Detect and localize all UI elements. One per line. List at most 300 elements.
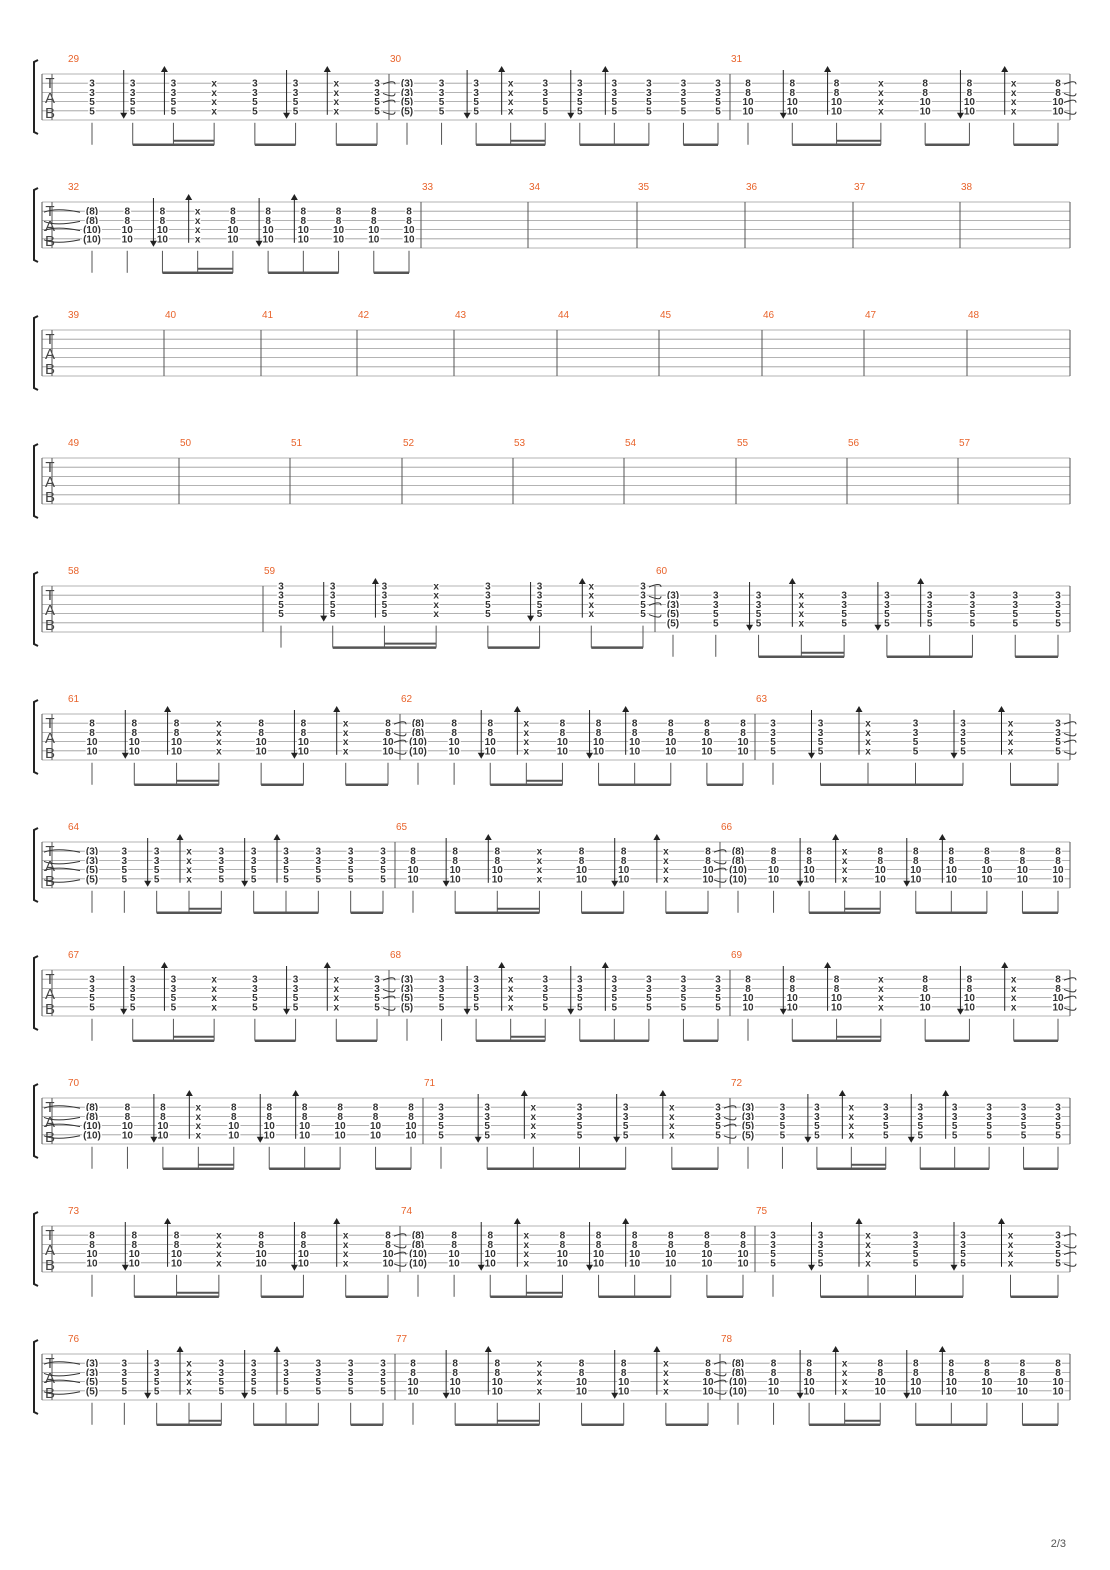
fret-number: 3 <box>1055 718 1061 730</box>
fret-number: 10 <box>382 1258 394 1270</box>
fret-number: 5 <box>129 1002 136 1014</box>
fret-number: 10 <box>121 234 133 246</box>
fret-number: 8 <box>789 983 796 995</box>
dead-note: x <box>663 1358 669 1370</box>
fret-number: 5 <box>926 618 933 630</box>
measure-number: 73 <box>68 1206 80 1217</box>
strum-arrowhead <box>874 625 881 631</box>
fret-number: 10 <box>618 874 630 886</box>
fret-number: 3 <box>283 846 289 858</box>
tab-system <box>34 950 1076 1041</box>
fret-number: 10 <box>592 1258 605 1270</box>
dead-note: x <box>211 974 217 986</box>
fret-number: 5 <box>917 1130 924 1142</box>
dead-note: x <box>878 97 884 109</box>
fret-number: 10 <box>407 874 419 886</box>
fret-number: 10 <box>448 746 460 758</box>
fret-number: 8 <box>833 974 840 986</box>
fret-number: 3 <box>170 974 177 986</box>
system-bracket <box>34 188 38 262</box>
dead-note: x <box>536 1367 543 1379</box>
fret-number: 8 <box>451 1239 457 1251</box>
fret-number: 3 <box>218 855 225 867</box>
fret-number: 10 <box>786 993 798 1005</box>
fret-number: 8 <box>740 1230 746 1242</box>
strum-arrowhead <box>567 1009 574 1015</box>
dead-note: x <box>195 1102 202 1114</box>
fret-number: 10 <box>963 97 975 109</box>
measure-number: 53 <box>514 438 526 449</box>
fret-number: 5 <box>347 874 354 886</box>
fret-number: (3) <box>666 590 680 602</box>
fret-number: 5 <box>1012 609 1019 621</box>
strum-arrowhead <box>164 1218 171 1224</box>
fret-number: 3 <box>252 974 258 986</box>
tab-clef-letter: B <box>44 1257 56 1274</box>
dead-note: x <box>186 1367 192 1379</box>
dead-note: x <box>536 855 543 867</box>
measure-number: 57 <box>959 438 971 449</box>
fret-number: 8 <box>337 1102 343 1114</box>
fret-number: 10 <box>297 737 309 749</box>
fret-number: 8 <box>704 718 710 730</box>
tab-clef-letter: T <box>45 1355 55 1372</box>
fret-number: 3 <box>536 590 543 602</box>
fret-number: 8 <box>89 718 95 730</box>
fret-number: 8 <box>372 1102 379 1114</box>
fret-number: 8 <box>667 1239 674 1251</box>
fret-number: 8 <box>922 78 928 90</box>
fret-number: 3 <box>153 846 160 858</box>
fret-number: (5) <box>400 106 414 118</box>
dead-note: x <box>1010 1002 1017 1014</box>
fret-number: 5 <box>542 993 549 1005</box>
dead-note: x <box>507 993 514 1005</box>
dead-note: x <box>523 1258 530 1270</box>
dead-note: x <box>1007 727 1014 739</box>
fret-number: 10 <box>919 106 931 118</box>
fret-number: 10 <box>491 865 503 877</box>
dead-note: x <box>841 865 848 877</box>
fret-number: 5 <box>1055 1130 1061 1142</box>
fret-number: 8 <box>1055 78 1061 90</box>
fret-number: 5 <box>912 746 919 758</box>
dead-note: x <box>1010 983 1017 995</box>
dead-note: x <box>216 1249 222 1261</box>
strum-arrowhead <box>443 881 450 887</box>
measure <box>44 1078 417 1169</box>
fret-number: (10) <box>729 874 747 886</box>
fret-number: 8 <box>740 718 746 730</box>
tab-system <box>34 1206 1076 1297</box>
fret-number: 8 <box>124 1111 131 1123</box>
fret-number: 10 <box>803 1386 815 1398</box>
measure <box>721 822 1064 913</box>
fret-number: 8 <box>131 718 138 730</box>
fret-number: 5 <box>611 993 618 1005</box>
fret-number: 3 <box>646 974 652 986</box>
fret-number: 3 <box>380 855 386 867</box>
measure <box>262 310 274 321</box>
fret-number: 10 <box>228 1130 240 1142</box>
fret-number: 3 <box>1055 590 1061 602</box>
fret-number: 10 <box>405 1130 417 1142</box>
fret-number: 5 <box>646 1002 652 1014</box>
dead-note: x <box>663 865 669 877</box>
dead-note: x <box>1007 718 1014 730</box>
tab-clef-letter: B <box>44 489 56 506</box>
dead-note: x <box>1010 78 1017 90</box>
measure-number: 75 <box>756 1206 768 1217</box>
fret-number: 10 <box>407 1386 419 1398</box>
fret-number: 5 <box>218 1386 225 1398</box>
dead-note: x <box>186 865 192 877</box>
measure <box>44 182 415 273</box>
fret-number: 8 <box>1055 1367 1061 1379</box>
fret-number: 8 <box>410 1358 416 1370</box>
strum-arrowhead <box>256 241 263 247</box>
fret-number: 8 <box>740 727 746 739</box>
fret-number: 8 <box>300 206 307 218</box>
fret-number: 3 <box>770 718 776 730</box>
strum-arrowhead <box>464 1009 471 1015</box>
measure-number: 32 <box>68 182 80 193</box>
dead-note: x <box>878 1002 884 1014</box>
tab-system <box>34 438 1070 518</box>
dead-note: x <box>841 1358 848 1370</box>
fret-number: 5 <box>1055 737 1061 749</box>
dead-note: x <box>663 846 669 858</box>
fret-number: 3 <box>542 974 549 986</box>
measure-number: 40 <box>165 310 177 321</box>
fret-number: 5 <box>576 106 583 118</box>
dead-note: x <box>841 846 848 858</box>
strum-arrowhead <box>177 1346 184 1352</box>
strum-arrowhead <box>939 1346 946 1352</box>
dead-note: x <box>186 1358 192 1370</box>
fret-number: 8 <box>912 1367 919 1379</box>
fret-number: 3 <box>1055 1111 1061 1123</box>
measure <box>390 54 721 145</box>
measure-number: 65 <box>396 822 408 833</box>
strum-arrowhead <box>185 194 192 200</box>
fret-number: 5 <box>347 1377 354 1389</box>
fret-number: 3 <box>817 727 824 739</box>
fret-number: 8 <box>1055 846 1061 858</box>
strum-arrowhead <box>856 706 863 712</box>
measure-number: 54 <box>625 438 637 449</box>
fret-number: 3 <box>129 87 136 99</box>
fret-number: 8 <box>410 846 416 858</box>
fret-number: 10 <box>382 1249 394 1261</box>
strum-arrowhead <box>333 706 340 712</box>
tab-system <box>34 310 1070 390</box>
measure <box>165 310 177 321</box>
strum-arrowhead <box>804 1137 811 1143</box>
fret-number: 8 <box>173 727 180 739</box>
fret-number: 8 <box>559 727 566 739</box>
fret-number: 8 <box>452 1367 458 1379</box>
fret-number: 8 <box>833 87 840 99</box>
fret-number: 5 <box>715 993 721 1005</box>
strum-arrowhead <box>951 1265 958 1271</box>
fret-number: 8 <box>452 855 458 867</box>
measure <box>390 950 721 1041</box>
fret-number: 5 <box>770 1249 776 1261</box>
fret-number: 10 <box>831 97 843 109</box>
strum-arrowhead <box>746 625 753 631</box>
fret-number: 10 <box>803 1377 815 1389</box>
system-bracket <box>34 316 38 390</box>
dead-note: x <box>798 590 805 602</box>
fret-number: 3 <box>622 1111 629 1123</box>
tab-clef-letter: B <box>44 233 56 250</box>
fret-number: (8) <box>411 718 425 730</box>
measure <box>731 1078 1061 1169</box>
fret-number: 5 <box>917 1121 924 1133</box>
fret-number: 5 <box>218 865 225 877</box>
dead-note: x <box>588 590 595 602</box>
fret-number: 10 <box>297 225 309 237</box>
fret-number: 10 <box>919 993 931 1005</box>
system-bracket <box>34 828 38 902</box>
fret-number: 10 <box>737 1249 749 1261</box>
dead-note: x <box>841 1377 848 1389</box>
fret-number: 10 <box>255 1249 267 1261</box>
fret-number: 5 <box>960 1258 966 1270</box>
fret-number: 3 <box>622 1102 629 1114</box>
fret-number: 3 <box>882 1102 889 1114</box>
dead-note: x <box>342 727 349 739</box>
fret-number: 5 <box>712 609 719 621</box>
fret-number: 5 <box>779 1121 786 1133</box>
fret-number: 10 <box>874 865 886 877</box>
dead-note: x <box>333 78 340 90</box>
fret-number: 10 <box>592 737 605 749</box>
fret-number: 8 <box>770 855 777 867</box>
dead-note: x <box>186 874 192 886</box>
fret-number: 5 <box>89 993 95 1005</box>
dead-note: x <box>216 718 222 730</box>
fret-number: 5 <box>1055 1121 1061 1133</box>
fret-number: 3 <box>292 87 299 99</box>
dead-note: x <box>433 590 439 602</box>
dead-note: x <box>536 874 543 886</box>
fret-number: 8 <box>966 87 973 99</box>
measure-number: 33 <box>422 182 434 193</box>
dead-note: x <box>195 1130 202 1142</box>
fret-number: 5 <box>278 609 284 621</box>
dead-note: x <box>1007 1258 1014 1270</box>
dead-note: x <box>342 718 349 730</box>
fret-number: 10 <box>592 746 605 758</box>
strum-arrowhead <box>856 1218 863 1224</box>
fret-number: 3 <box>917 1102 924 1114</box>
fret-number: 10 <box>618 1377 630 1389</box>
fret-number: 8 <box>385 1230 391 1242</box>
measure-number: 30 <box>390 54 402 65</box>
fret-number: 5 <box>121 865 128 877</box>
fret-number: 10 <box>1052 1386 1064 1398</box>
fret-number: 8 <box>131 1239 138 1251</box>
fret-number: 5 <box>646 106 652 118</box>
fret-number: 10 <box>382 746 394 758</box>
fret-number: 8 <box>300 1230 307 1242</box>
fret-number: 10 <box>297 746 309 758</box>
fret-number: 5 <box>252 97 258 109</box>
fret-number: 3 <box>1012 590 1019 602</box>
fret-number: 8 <box>620 1358 627 1370</box>
fret-number: (10) <box>409 737 427 749</box>
fret-number: 3 <box>380 1358 386 1370</box>
fret-number: 5 <box>283 865 289 877</box>
fret-number: 8 <box>408 1111 414 1123</box>
strum-arrowhead <box>144 881 151 887</box>
measure-number: 44 <box>558 310 570 321</box>
fret-number: 5 <box>250 874 257 886</box>
measure <box>396 822 726 913</box>
fret-number: 3 <box>278 590 284 602</box>
dead-note: x <box>865 1239 871 1251</box>
measure-number: 48 <box>968 310 980 321</box>
fret-number: 8 <box>370 215 377 227</box>
fret-number: 3 <box>121 855 128 867</box>
fret-number: 5 <box>542 1002 549 1014</box>
fret-number: 5 <box>315 874 322 886</box>
fret-number: 10 <box>701 746 713 758</box>
fret-number: 10 <box>665 1258 677 1270</box>
strum-arrowhead <box>797 1393 804 1399</box>
fret-number: 5 <box>814 1121 820 1133</box>
measure <box>731 950 1076 1041</box>
fret-number: 3 <box>912 718 919 730</box>
fret-number: 5 <box>542 106 549 118</box>
fret-number: 10 <box>332 225 345 237</box>
dead-note: x <box>523 718 530 730</box>
measure <box>403 438 415 449</box>
fret-number: 10 <box>1052 106 1064 118</box>
tab-clef-letter: A <box>44 730 56 747</box>
dead-note: x <box>186 1377 192 1389</box>
fret-number: 5 <box>715 106 721 118</box>
fret-number: 10 <box>665 737 677 749</box>
measure <box>660 310 672 321</box>
dead-note: x <box>878 78 884 90</box>
strum-arrowhead <box>283 113 290 119</box>
fret-number: 8 <box>300 718 307 730</box>
fret-number: 5 <box>89 97 95 109</box>
fret-number: 8 <box>265 215 271 227</box>
dead-note: x <box>588 609 595 621</box>
fret-number: 3 <box>926 590 933 602</box>
fret-number: 5 <box>250 1377 257 1389</box>
fret-number: 5 <box>153 1386 160 1398</box>
fret-number: 3 <box>779 1102 786 1114</box>
tab-clef-letter: A <box>44 346 56 363</box>
fret-number: 10 <box>831 1002 843 1014</box>
fret-number: 5 <box>640 599 646 611</box>
fret-number: 3 <box>576 1111 583 1123</box>
fret-number: 10 <box>702 874 714 886</box>
fret-number: 3 <box>250 1367 257 1379</box>
fret-number: 8 <box>300 215 307 227</box>
fret-number: 8 <box>1055 1358 1061 1370</box>
dead-note: x <box>841 1367 848 1379</box>
fret-number: 3 <box>576 1102 583 1114</box>
fret-number: 8 <box>806 1358 812 1370</box>
fret-number: (3) <box>85 855 99 867</box>
fret-number: 8 <box>451 1230 457 1242</box>
fret-number: 3 <box>960 1230 966 1242</box>
fret-number: 5 <box>817 746 824 758</box>
fret-number: 10 <box>299 1121 311 1133</box>
dead-note: x <box>669 1121 675 1133</box>
fret-number: 10 <box>121 1121 134 1133</box>
measure <box>264 566 661 648</box>
strum-arrowhead <box>485 1346 492 1352</box>
fret-number: 8 <box>124 206 131 218</box>
strum-arrowhead <box>372 578 379 584</box>
measure <box>401 694 749 785</box>
fret-number: (5) <box>741 1121 755 1133</box>
fret-number: 3 <box>680 974 687 986</box>
measure-number: 61 <box>68 694 80 705</box>
fret-number: 3 <box>89 78 95 90</box>
fret-number: 10 <box>963 106 975 118</box>
dead-note: x <box>186 1386 192 1398</box>
fret-number: 8 <box>948 1358 955 1370</box>
dead-note: x <box>216 746 222 758</box>
fret-number: 3 <box>817 1230 824 1242</box>
fret-number: (8) <box>411 727 425 739</box>
fret-number: 8 <box>922 87 928 99</box>
fret-number: 10 <box>742 1002 754 1014</box>
fret-number: 10 <box>556 1258 569 1270</box>
fret-number: 5 <box>712 618 719 630</box>
tab-clef-letter: A <box>44 1114 56 1131</box>
fret-number: 5 <box>576 993 583 1005</box>
fret-number: 10 <box>910 865 922 877</box>
fret-number: 10 <box>945 1386 957 1398</box>
measure <box>68 1206 406 1297</box>
fret-number: 10 <box>297 1258 309 1270</box>
measure-number: 42 <box>358 310 370 321</box>
fret-number: 10 <box>227 234 239 246</box>
fret-number: 8 <box>266 1102 273 1114</box>
measure <box>625 438 637 449</box>
measure-number: 35 <box>638 182 650 193</box>
fret-number: 3 <box>576 78 583 90</box>
fret-number: 5 <box>380 865 386 877</box>
fret-number: 10 <box>263 1130 275 1142</box>
fret-number: 8 <box>131 727 138 739</box>
strum-arrowhead <box>514 706 521 712</box>
fret-number: 10 <box>919 1002 931 1014</box>
fret-number: 5 <box>882 1121 889 1133</box>
fret-number: 8 <box>89 1239 95 1251</box>
fret-number: 5 <box>292 97 299 109</box>
fret-number: 5 <box>536 609 543 621</box>
fret-number: 8 <box>230 1102 237 1114</box>
strum-arrowhead <box>567 113 574 119</box>
fret-number: 10 <box>786 97 798 109</box>
tab-clef-letter: B <box>44 873 56 890</box>
dead-note: x <box>433 581 439 593</box>
fret-number: 3 <box>680 78 687 90</box>
fret-number: 3 <box>329 590 336 602</box>
fret-number: 10 <box>831 993 843 1005</box>
fret-number: (5) <box>400 1002 414 1014</box>
